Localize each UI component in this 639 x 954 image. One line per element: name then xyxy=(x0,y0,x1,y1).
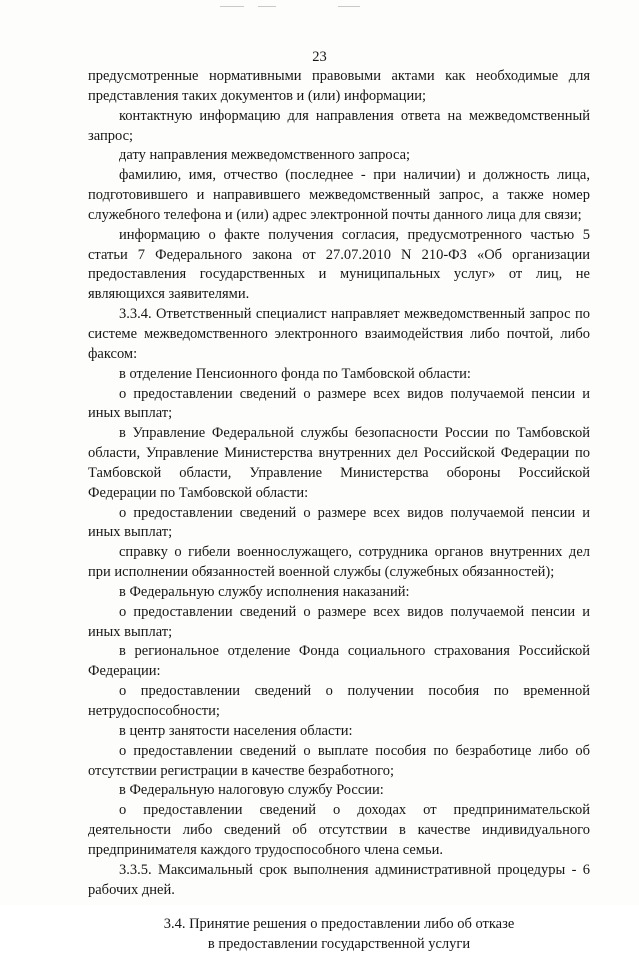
paragraph: информацию о факте получения согласия, предусмотренного частью 5 статьи 7 Федерального закона от 27.07.2010 N 210-ФЗ «Об организации предоставления государственных и муниципальных услуг» от лиц, не являющихся заявителями. xyxy=(88,226,590,303)
paragraph: контактную информацию для направления ответа на межведомственный запрос; xyxy=(88,107,590,144)
section-heading-line-2: в предоставлении государственной услуги xyxy=(207,935,471,952)
paragraph: о предоставлении сведений о размере всех видов получаемой пенсии и иных выплат; xyxy=(88,603,590,640)
paragraph-clause-3-3-4: 3.3.4. Ответственный специалист направляет межведомственный запрос по системе межведомственного электронного взаимодействия либо почтой, либо факсом: xyxy=(88,306,590,362)
paragraph: о предоставлении сведений о выплате пособия по безработице либо об отсутствии регистрации в качестве безработного; xyxy=(88,742,590,779)
paragraph-continuation: предусмотренные нормативными правовыми актами как необходимые для представления таких документов и (или) информации; xyxy=(88,68,590,104)
paragraph: в Федеральную службу исполнения наказаний: xyxy=(119,583,410,600)
section-heading-line-1: 3.4. Принятие решения о предоставлении либо об отказе xyxy=(163,916,515,933)
paragraph: о предоставлении сведений о доходах от предпринимательской деятельности либо сведений об отсутствии в качестве индивидуального предпринимателя каждого трудоспособного члена семьи. xyxy=(88,802,590,858)
scan-artifact-marks xyxy=(220,6,360,10)
paragraph: в центр занятости населения области: xyxy=(119,722,353,739)
paragraph: в региональное отделение Фонда социального страхования Российской Федерации: xyxy=(88,643,590,680)
paragraph: дату направления межведомственного запроса; xyxy=(119,147,411,164)
paragraph-clause-3-3-5: 3.3.5. Максимальный срок выполнения административной процедуры - 6 рабочих дней. xyxy=(88,861,590,898)
paragraph: в Управление Федеральной службы безопасности России по Тамбовской области, Управление Министерства внутренних дел Российской Федерации по Тамбовской области, Управление Министерства обороны Российской Федерации по Тамбовской области: xyxy=(88,425,590,501)
document-body xyxy=(88,67,590,954)
page-number: 23 xyxy=(312,49,327,65)
section-heading xyxy=(88,915,590,954)
paragraph: о предоставлении сведений о размере всех видов получаемой пенсии и иных выплат; xyxy=(88,385,590,422)
paragraph: в отделение Пенсионного фонда по Тамбовской области: xyxy=(119,365,471,382)
paragraph: о предоставлении сведений о размере всех видов получаемой пенсии и иных выплат; xyxy=(88,504,590,541)
paragraph: фамилию, имя, отчество (последнее - при наличии) и должность лица, подготовившего и направившего межведомственный запрос, а также номер служебного телефона и (или) адрес электронной почты данного лица для связи; xyxy=(88,167,590,223)
paragraph: о предоставлении сведений о получении пособия по временной нетрудоспособности; xyxy=(88,683,590,719)
paragraph: справку о гибели военнослужащего, сотрудника органов внутренних дел при исполнении обязанностей военной службы (служебных обязанностей); xyxy=(88,544,590,581)
paragraph: в Федеральную налоговую службу России: xyxy=(119,782,384,799)
